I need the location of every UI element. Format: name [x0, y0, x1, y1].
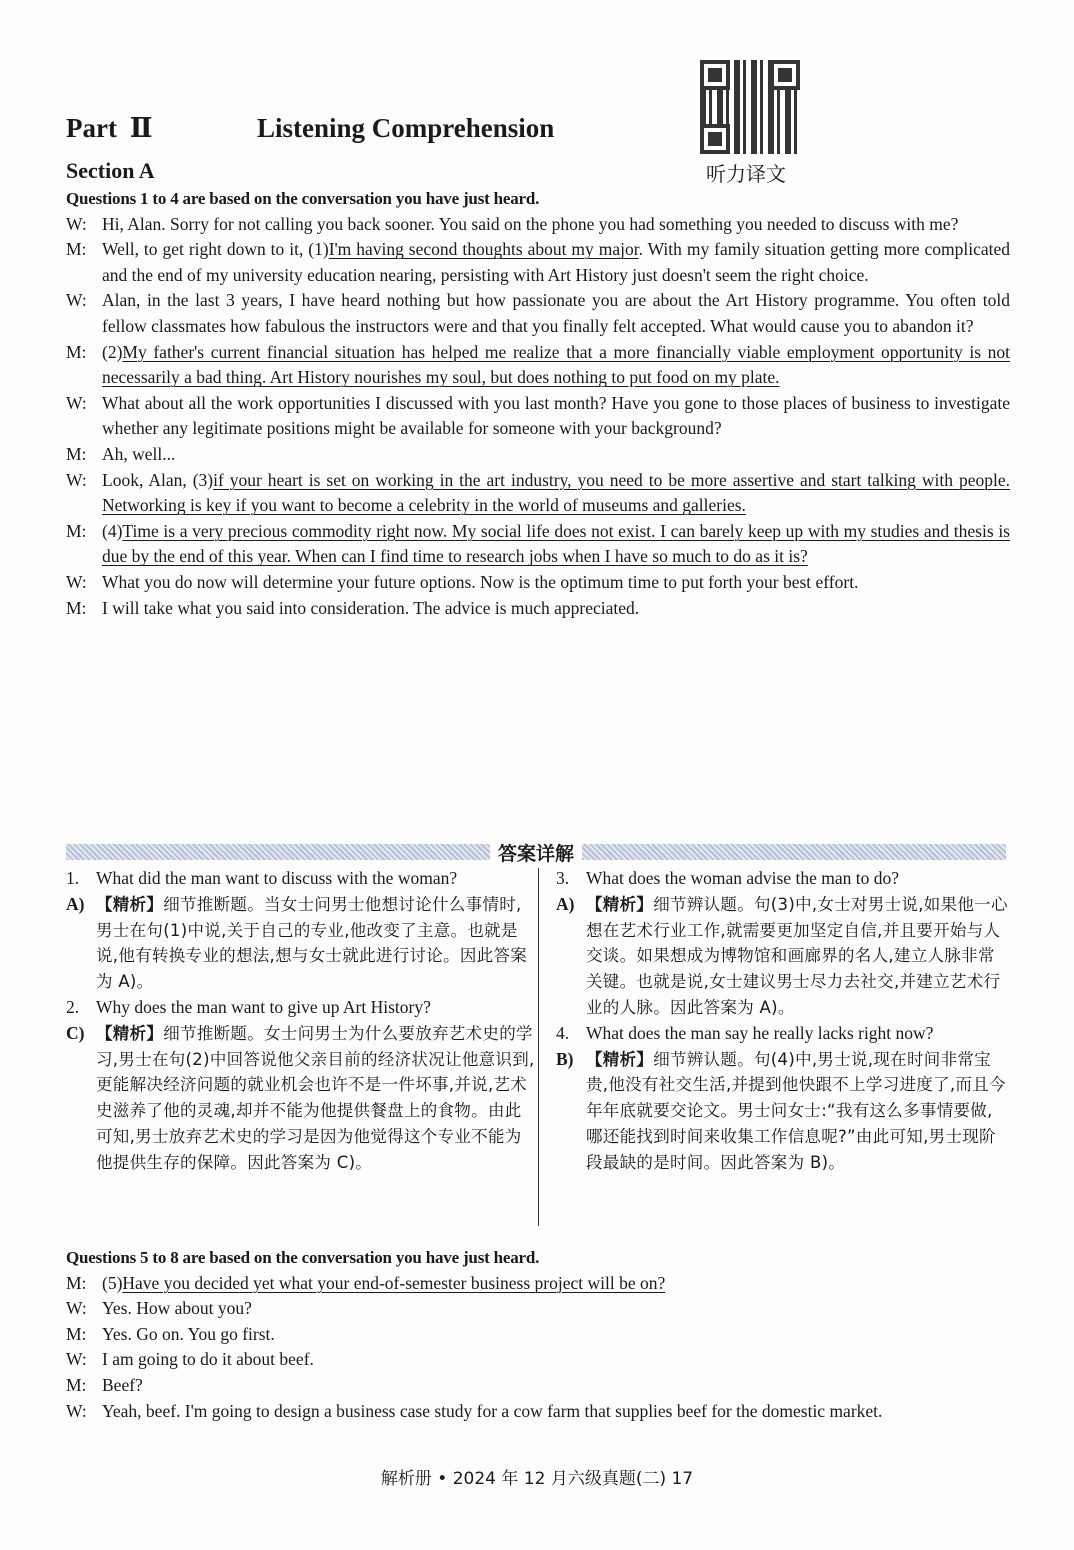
dialogue-text — [102, 570, 1010, 596]
banner-pattern-right — [582, 844, 1006, 860]
dialogue-text — [102, 1322, 1010, 1348]
dialogue-text — [102, 1271, 1010, 1297]
answers-banner — [66, 841, 1006, 863]
page-footer: 解析册 • 2024 年 12 月六级真题(二) 17 — [380, 1469, 694, 1489]
banner-pattern-left — [66, 844, 490, 860]
explanation-text — [96, 1021, 536, 1176]
dialogue-turn — [66, 1399, 1010, 1425]
conversation-1 — [66, 186, 1010, 621]
text-pre: Alan, in the last 3 years, I have heard nothing but how passionate you are about the Art History programme. You often told fellow classmates how fabulous the instructors were and that you finally felt accepted. What would cause you to abandon it? — [102, 290, 1010, 336]
part-label: Part — [66, 113, 117, 143]
text-pre: Look, Alan, — [102, 469, 193, 490]
dialogue-turn — [66, 1322, 1010, 1348]
question-item — [556, 866, 1008, 892]
speaker-label: M: — [66, 341, 87, 362]
part-numeral: Ⅱ — [129, 113, 153, 143]
column-divider — [538, 868, 539, 1226]
dialogue-turn — [66, 237, 1010, 288]
question-number: 1. — [66, 868, 80, 888]
question-text: Why does the man want to give up Art History? — [96, 996, 431, 1017]
text-pre: Well, to get right down to it, — [102, 239, 309, 260]
speaker-label: W: — [66, 290, 87, 311]
explanation-body: 细节辨认题。句(4)中,男士说,现在时间非常宝贵,他没有社交生活,并提到他快跟不上学习进度了,而且今年年底就要交论文。男士问女士:“我有这么多事情要做,哪还能找到时间来收集工作信息呢?”由此可知,男士现阶段最缺的是时间。因此答案为 B)。 — [586, 1049, 1006, 1172]
answer-choice: A) — [556, 893, 575, 914]
underlined-key-sentence: if your heart is set on working in the art industry, you need to be more assertive and start talking with people. Networking is key if you want to become a celebrity in the world of museums and galleries. — [102, 469, 1010, 516]
dialogue-turn — [66, 1347, 1010, 1373]
section-title: Section A — [66, 158, 155, 183]
dialogue-text — [102, 288, 1010, 339]
underlined-key-sentence: I'm having second thoughts about my major — [328, 239, 639, 260]
answers-right-column — [556, 866, 1008, 1176]
dialogue-turn — [66, 468, 1010, 519]
sentence-marker: (1) — [308, 239, 329, 260]
explanation-body: 细节辨认题。句(3)中,女士对男士说,如果他一心想在艺术行业工作,就需要更加坚定自信,并且要开始与人交谈。如果想成为博物馆和画廊界的名人,建立人脉非常关键。也就是说,女士建议男士尽力去社交,并建立艺术行业的人脉。因此答案为 A)。 — [586, 894, 1008, 1017]
speaker-label: M: — [66, 239, 87, 260]
answer-choice: C) — [66, 1022, 85, 1043]
underlined-key-sentence: My father's current financial situation has helped me realize that a more financially viable employment opportunity is not necessarily a bad thing. Art History nourishes my soul, but does nothing to put food on my plate. — [102, 341, 1010, 388]
dialogue-turn — [66, 1373, 1010, 1399]
question-text: What did the man want to discuss with the woman? — [96, 868, 458, 888]
dialogue-text — [102, 1296, 1010, 1322]
part-name: Listening Comprehension — [257, 113, 555, 143]
text-pre: Hi, Alan. Sorry for not calling you back sooner. You said on the phone you had something you needed to discuss with me? — [102, 213, 959, 234]
question-number: 2. — [66, 996, 80, 1017]
qr-code — [700, 60, 800, 154]
question-number: 3. — [556, 868, 570, 888]
explanation-text — [586, 1047, 1008, 1176]
question-item — [66, 995, 536, 1021]
speaker-label: W: — [66, 1349, 87, 1370]
underlined-key-sentence: Time is a very precious commodity right now. My social life does not exist. I can barely keep up with my studies and thesis is due by the end of this year. When can I find time to research jobs when I have so much to do as it is? — [102, 520, 1010, 567]
dialogue-turn — [66, 596, 1010, 622]
text-pre: Ah, well... — [102, 443, 176, 464]
speaker-label: M: — [66, 597, 87, 618]
dialogue-turn — [66, 340, 1010, 391]
text-pre: What about all the work opportunities I discussed with you last month? Have you gone to those places of business to investigate whether any legitimate positions might be available for someone with your background? — [102, 392, 1010, 439]
analysis-tag: 【精析】 — [586, 1049, 654, 1069]
part-title — [66, 113, 555, 144]
sentence-marker: (2) — [102, 341, 123, 362]
answer-explanation — [556, 1047, 1008, 1176]
dialogue-turn — [66, 391, 1010, 442]
sentence-marker: (4) — [102, 520, 123, 541]
dialogue-text — [102, 212, 1010, 238]
speaker-label: W: — [66, 1400, 87, 1421]
analysis-tag: 【精析】 — [96, 1023, 164, 1043]
qr-caption: 听力译文 — [706, 162, 786, 186]
analysis-tag: 【精析】 — [96, 894, 164, 914]
dialogue-turn — [66, 1296, 1010, 1322]
explanation-body: 细节推断题。女士问男士为什么要放弃艺术史的学习,男士在句(2)中回答说他父亲目前的经济状况让他意识到,更能解决经济问题的就业机会也许不是一件坏事,并说,艺术史滋养了他的灵魂,却并不能为他提供餐盘上的食物。由此可知,男士放弃艺术史的学习是因为他觉得这个专业不能为他提供生存的保障。因此答案为 C)。 — [96, 1023, 535, 1172]
analysis-tag: 【精析】 — [586, 894, 654, 914]
text-pre: I am going to do it about beef. — [102, 1349, 314, 1370]
speaker-label: W: — [66, 571, 87, 592]
answer-explanation — [66, 892, 536, 995]
dialogue-text — [102, 519, 1010, 570]
dialogue-text — [102, 1373, 1010, 1399]
dialogue-turn — [66, 1271, 1010, 1297]
dialogue-text — [102, 1399, 1010, 1425]
dialogue-turn — [66, 442, 1010, 468]
question-text: What does the woman advise the man to do? — [586, 868, 899, 888]
speaker-label: W: — [66, 469, 87, 490]
text-pre: What you do now will determine your future options. Now is the optimum time to put forth your best effort. — [102, 571, 859, 592]
speaker-label: W: — [66, 392, 87, 413]
dialogue-text — [102, 468, 1010, 519]
dialogue-turn — [66, 288, 1010, 339]
dialogue-turn — [66, 212, 1010, 238]
text-post: . With my family situation getting more complicated and the end of my university education nearing, persisting with Art History just doesn't seem the right choice. — [102, 239, 1010, 285]
answer-explanation — [556, 892, 1008, 1021]
question-number: 4. — [556, 1022, 570, 1043]
sentence-marker: (5) — [102, 1272, 123, 1293]
text-pre: Yes. How about you? — [102, 1298, 252, 1319]
conversation-2 — [66, 1245, 1010, 1424]
answer-explanation — [66, 1021, 536, 1176]
question-item — [66, 866, 536, 892]
explanation-text — [586, 892, 1008, 1021]
speaker-label: M: — [66, 520, 87, 541]
dialogue-text — [102, 237, 1010, 288]
conversation-heading: Questions 1 to 4 are based on the conversation you have just heard. — [66, 189, 540, 208]
answers-banner-title: 答案详解 — [498, 842, 575, 865]
dialogue-text — [102, 442, 1010, 468]
text-pre: Yes. Go on. You go first. — [102, 1323, 275, 1344]
speaker-label: W: — [66, 213, 87, 234]
underlined-key-sentence: Have you decided yet what your end-of-semester business project will be on? — [122, 1272, 666, 1293]
dialogue-text — [102, 596, 1010, 622]
dialogue-text — [102, 1347, 1010, 1373]
answer-choice: A) — [66, 893, 85, 914]
speaker-label: M: — [66, 443, 87, 464]
dialogue-turn — [66, 519, 1010, 570]
question-text: What does the man say he really lacks right now? — [586, 1022, 934, 1043]
answers-left-column — [66, 866, 536, 1176]
text-pre: I will take what you said into consideration. The advice is much appreciated. — [102, 597, 640, 618]
dialogue-text — [102, 340, 1010, 391]
speaker-label: M: — [66, 1272, 87, 1293]
text-pre: Yeah, beef. I'm going to design a business case study for a cow farm that supplies beef for the domestic market. — [102, 1400, 883, 1421]
dialogue-turn — [66, 570, 1010, 596]
speaker-label: M: — [66, 1323, 87, 1344]
explanation-text — [96, 892, 536, 995]
sentence-marker: (3) — [192, 469, 214, 490]
conversation-heading: Questions 5 to 8 are based on the conversation you have just heard. — [66, 1248, 540, 1267]
explanation-body: 细节推断题。当女士问男士他想讨论什么事情时,男士在句(1)中说,关于自己的专业,他改变了主意。也就是说,他有转换专业的想法,想与女士就此进行讨论。因此答案为 A)。 — [96, 894, 528, 992]
speaker-label: W: — [66, 1298, 87, 1319]
question-item — [556, 1021, 1008, 1047]
text-pre: Beef? — [102, 1374, 143, 1395]
dialogue-text — [102, 391, 1010, 442]
speaker-label: M: — [66, 1374, 87, 1395]
answer-choice: B) — [556, 1048, 574, 1069]
